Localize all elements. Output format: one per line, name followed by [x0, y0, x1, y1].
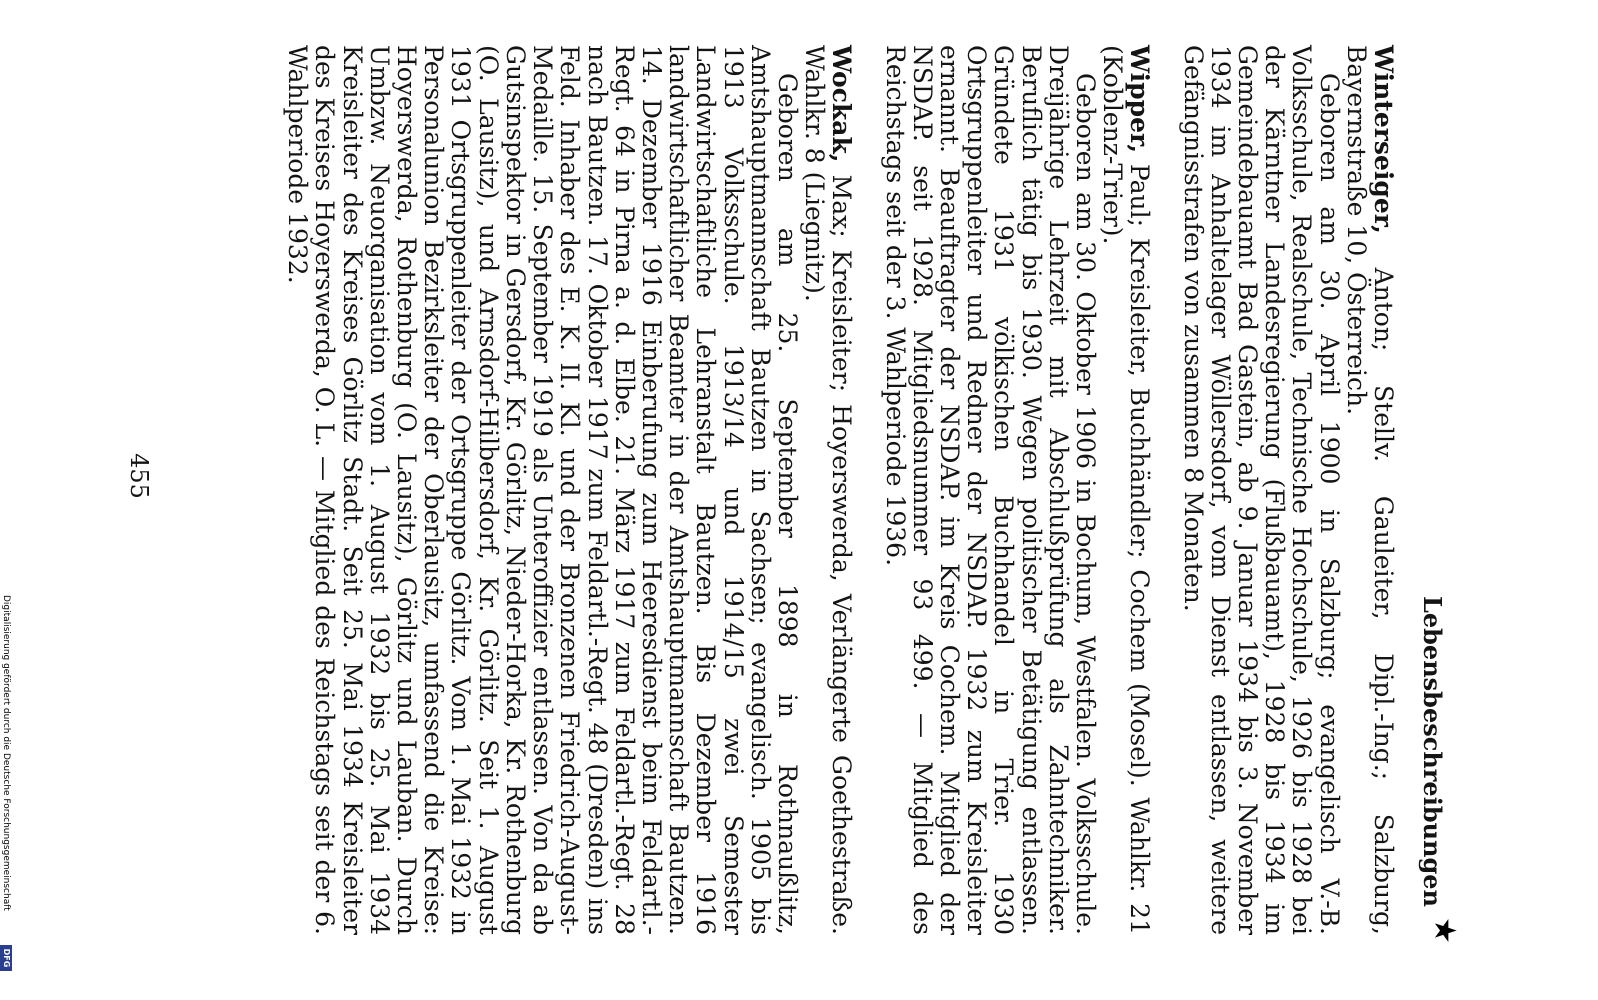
entry-head-text: Paul; Kreisleiter, Buchhändler; Cochem (Mosel). Wahlkr. 21 (Koblenz-Trier).	[1098, 45, 1155, 935]
credit-text: Digitalisierung gefördert durch die Deutsche Forschungsgemeinschaft	[1, 595, 11, 911]
entry-winterseiger	[1179, 45, 1397, 935]
entry-wockak	[284, 45, 855, 935]
entry-body: Geboren am 25. September 1898 in Rothnaußlitz, Amtshauptmannschaft Bautzen in Sachsen; evangelisch. 1905 bis 1913 Volksschule. 1913/14 und 1914/15 zwei Semester Landwirtschaftliche Lehranstalt Bautzen. Bis Dezember 1916 landwirtschaftlicher Beamter in der Amtshauptmannschaft Bautzen. 14. Dezember 1916 Einberufung zum Heeresdienst beim Feldartl.-Regt. 64 in Pirna a. d. Elbe. 21. März 1917 zum Feldartl.-Regt. 28 nach Bautzen. 17. Oktober 1917 zum Feldartl.-Regt. 48 (Dresden) ins Feld. Inhaber des E. K. II. Kl. und der Bronzenen Friedrich-August-Medaille. 15. September 1919 als Unteroffizier entlassen. Von da ab Gutsinspektor in Gersdorf, Kr. Görlitz, Nieder-Horka, Kr. Rothenburg (O. Lausitz), und Arnsdorf-Hilbersdorf, Kr. Görlitz. Seit 1. August 1931 Ortsgruppenleiter der Ortsgruppe Görlitz. Vom 1. Mai 1932 in Personalunion Bezirksleiter der Oberlausitz, umfassend die Kreise: Hoyerswerda, Rothenburg (O. Lausitz), Görlitz und Lauban. Durch Umbzw. Neuorganisation vom 1. August 1932 bis 25. Mai 1934 Kreisleiter des Kreises Görlitz Stadt. Seit 25. Mai 1934 Kreisleiter des Kreises Hoyerswerda, O. L. — Mitglied des Reichstags seit der 6. Wahlperiode 1932.	[283, 45, 802, 935]
rotated-page	[125, 45, 1462, 944]
digitization-credit	[0, 595, 12, 975]
logo-text: DFG	[2, 948, 11, 968]
entry-name: Wockak,	[827, 45, 857, 163]
entry-name: Wipper,	[1125, 45, 1155, 154]
entry-head-text: Max; Kreisleiter; Hoyerswerda, Verlängerte Goethestraße. Wahlkr. 8 (Liegnitz).	[800, 45, 857, 935]
entry-name: Winterseiger,	[1369, 45, 1398, 234]
running-head: Lebensbeschreibungen	[1418, 596, 1447, 907]
page-number: 455	[125, 453, 153, 499]
entry-body: Geboren am 30. April 1900 in Salzburg; evangelisch V.-B. Volksschule, Realschule, Technische Hochschule, 1926 bis 1928 bei der Kärntner Landesregierung (Flußbauamt), 1928 bis 1934 im Gemeindebauamt Bad Gastein, ab 9. Januar 1934 bis 3. November 1934 im Anhaltelager Wöllersdorf, vom Dienst entlassen, weitere Gefängnisstrafen von zusammen 8 Monaten.	[1178, 45, 1344, 935]
entry-wipper	[881, 45, 1153, 935]
star-icon: ★	[1427, 917, 1462, 944]
dfg-logo-icon	[0, 945, 12, 971]
entry-body: Geboren am 30. Oktober 1906 in Bochum, Westfalen. Volksschule. Dreijährige Lehrzeit mit Abschlußprüfung als Zahntechniker. Beruflich tätig bis 1930. Wegen politischer Betätigung entlassen. Gründete 1931 völkischen Buchhandel in Trier. 1930 Ortsgruppenleiter und Redner der NSDAP. 1932 zum Kreisleiter ernannt. Beauftragter der NSDAP. im Kreis Cochem. Mitglied der NSDAP. seit 1928. Mitgliedsnummer 93 499. — Mitglied des Reichstags seit der 3. Wahlperiode 1936.	[880, 45, 1100, 935]
entry-head-text: Anton; Stellv. Gauleiter, Dipl.-Ing.; Salzburg, Bayernstraße 10, Österreich.	[1341, 45, 1398, 935]
entries-list	[284, 45, 1397, 935]
